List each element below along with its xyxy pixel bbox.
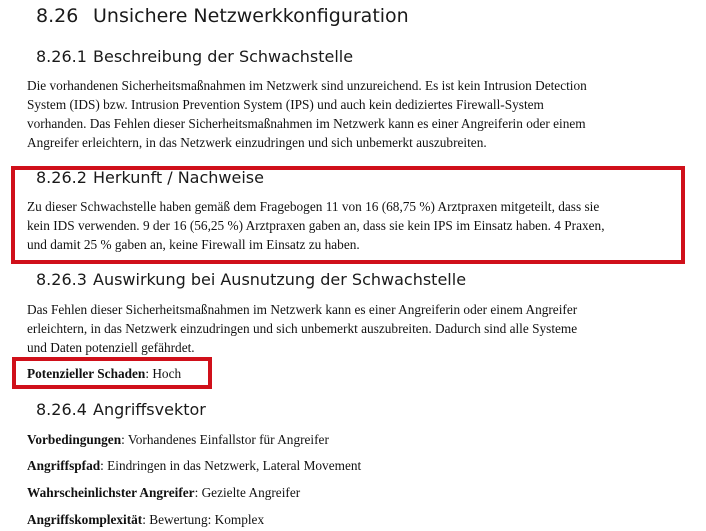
paragraph-line: vorhanden. Das Fehlen dieser Sicherheitsmaßnahmen im Netzwerk kann es einer Angreiferin oder einem [27, 116, 586, 131]
attack-vector-item [27, 430, 329, 449]
section-number: 8.26 [36, 5, 79, 27]
section-title: Unsichere Netzwerkkonfiguration [93, 5, 409, 27]
damage-label: Potenzieller Schaden [27, 366, 146, 381]
item-value: : Bewertung: Komplex [142, 512, 265, 527]
section-heading [36, 5, 409, 27]
subsection-number: 8.26.1 [36, 47, 87, 66]
attack-vector-item [27, 483, 300, 502]
impact-paragraph [27, 300, 677, 357]
paragraph-line: Die vorhandenen Sicherheitsmaßnahmen im Netzwerk sind unzureichend. Es ist kein Intrusion Detection [27, 78, 587, 93]
paragraph-line: kein IDS verwenden. 9 der 16 (56,25 %) Arztpraxen gaben an, dass sie kein IPS im Einsatz haben. 4 Praxen, [27, 218, 605, 233]
paragraph-line: und damit 25 % gaben an, keine Firewall im Einsatz zu haben. [27, 237, 360, 252]
paragraph-line: Angreifer erleichtern, in das Netzwerk einzudringen und sich unbemerkt auszubreiten. [27, 135, 487, 150]
subsection-title: Auswirkung bei Ausnutzung der Schwachstelle [93, 270, 467, 289]
subsection-title: Beschreibung der Schwachstelle [93, 47, 354, 66]
damage-value: : Hoch [145, 366, 182, 381]
subsection-title: Herkunft / Nachweise [93, 168, 264, 187]
subsection-heading-evidence [36, 168, 264, 187]
item-value: : Eindringen in das Netzwerk, Lateral Movement [100, 458, 362, 473]
item-label: Angriffskomplexität [27, 512, 143, 527]
evidence-paragraph [27, 197, 677, 254]
item-label: Vorbedingungen [27, 432, 122, 447]
subsection-number: 8.26.2 [36, 168, 87, 187]
paragraph-line: Zu dieser Schwachstelle haben gemäß dem Fragebogen 11 von 16 (68,75 %) Arztpraxen mitgeteilt, dass sie [27, 199, 600, 214]
item-label: Angriffspfad [27, 458, 101, 473]
paragraph-line: Das Fehlen dieser Sicherheitsmaßnahmen im Netzwerk kann es einer Angreiferin oder einem Angreifer [27, 302, 578, 317]
subsection-title: Angriffsvektor [93, 400, 206, 419]
attack-vector-item [27, 456, 361, 475]
description-paragraph [27, 76, 677, 152]
subsection-heading-attack-vector [36, 400, 206, 419]
item-value: : Vorhandenes Einfallstor für Angreifer [121, 432, 329, 447]
subsection-heading-description [36, 47, 353, 66]
paragraph-line: und Daten potenziell gefährdet. [27, 340, 195, 355]
subsection-heading-impact [36, 270, 466, 289]
item-value: : Gezielte Angreifer [194, 485, 301, 500]
potential-damage [27, 364, 181, 383]
item-label: Wahrscheinlichster Angreifer [27, 485, 195, 500]
paragraph-line: erleichtern, in das Netzwerk einzudringen und sich unbemerkt auszubreiten. Dadurch sind alle Systeme [27, 321, 578, 336]
subsection-number: 8.26.3 [36, 270, 87, 289]
paragraph-line: System (IDS) bzw. Intrusion Prevention System (IPS) und auch kein dediziertes Firewall-System [27, 97, 544, 112]
subsection-number: 8.26.4 [36, 400, 87, 419]
attack-vector-item [27, 510, 264, 529]
